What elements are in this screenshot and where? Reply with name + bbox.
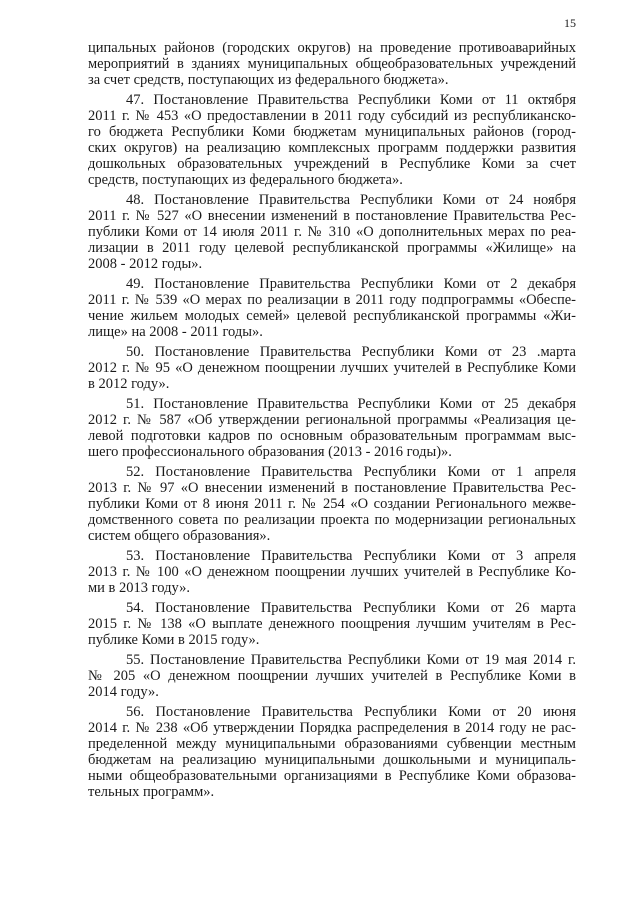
text-line: 51. Постановление Правительства Республики Коми от 25 декабря xyxy=(126,396,576,412)
text-line: бюджетам на реализацию муниципальными дошкольными и муниципаль- xyxy=(88,752,576,768)
text-line: шего профессионального образования (2013 - 2016 годы)». xyxy=(88,444,452,460)
text-line: 2015 г. № 138 «О выплате денежного поощрения лучшим учителям в Рес- xyxy=(88,616,576,632)
text-line: № 205 «О денежном поощрении лучших учителей в Республике Коми в xyxy=(88,668,576,684)
list-item-47 xyxy=(88,92,576,188)
text-line: 2014 году». xyxy=(88,684,159,700)
text-line: пределенной между муниципальными образованиями субвенции местным xyxy=(88,736,576,752)
text-line: 49. Постановление Правительства Республики Коми от 2 декабря xyxy=(126,276,576,292)
paragraph-continuation xyxy=(88,40,576,88)
list-item-48 xyxy=(88,192,576,272)
text-line: 2013 г. № 97 «О внесении изменений в постановление Правительства Рес- xyxy=(88,480,576,496)
list-item-55 xyxy=(88,652,576,700)
text-line: ми в 2013 году». xyxy=(88,580,190,596)
list-item-52 xyxy=(88,464,576,544)
text-line: тельных программ». xyxy=(88,784,215,800)
text-line: дошкольных образовательных учреждений в Республике Коми за счет xyxy=(88,156,576,172)
text-line: 2013 г. № 100 «О денежном поощрении лучших учителей в Республике Ко- xyxy=(88,564,576,580)
text-line: систем общего образования». xyxy=(88,528,271,544)
text-line: 52. Постановление Правительства Республики Коми от 1 апреля xyxy=(126,464,576,480)
text-line: 2012 г. № 95 «О денежном поощрении лучших учителей в Республике Коми xyxy=(88,360,576,376)
text-line: ными общеобразовательными организациями в Республике Коми образова- xyxy=(88,768,576,784)
text-line: лизации в 2011 году целевой республиканской программы «Жилище» на xyxy=(88,240,576,256)
text-line: 48. Постановление Правительства Республики Коми от 24 ноября xyxy=(126,192,576,208)
list-item-54 xyxy=(88,600,576,648)
text-line: 2008 - 2012 годы». xyxy=(88,256,203,272)
text-line: 2011 г. № 453 «О предоставлении в 2011 году субсидий из республиканско- xyxy=(88,108,576,124)
text-line: ских округов) на реализацию комплексных программ поддержки развития xyxy=(88,140,576,156)
text-line: 2014 г. № 238 «Об утверждении Порядка распределения в 2014 году не рас- xyxy=(88,720,576,736)
text-line: левой подготовки кадров по основным образовательным программам выс- xyxy=(88,428,576,444)
document-body xyxy=(88,40,576,804)
text-line: го бюджета Республики Коми бюджетам муниципальных районов (город- xyxy=(88,124,576,140)
text-line: 47. Постановление Правительства Республики Коми от 11 октября xyxy=(126,92,576,108)
list-item-49 xyxy=(88,276,576,340)
text-line: в 2012 году». xyxy=(88,376,170,392)
list-item-51 xyxy=(88,396,576,460)
text-line: 55. Постановление Правительства Республики Коми от 19 мая 2014 г. xyxy=(126,652,576,668)
text-line: 54. Постановление Правительства Республики Коми от 26 марта xyxy=(126,600,576,616)
text-line: за счет средств, поступающих из федерального бюджета». xyxy=(88,72,449,88)
text-line: 50. Постановление Правительства Республики Коми от 23 .марта xyxy=(126,344,576,360)
text-line: публики Коми от 14 июля 2011 г. № 310 «О дополнительных мерах по реа- xyxy=(88,224,576,240)
text-line: ципальных районов (городских округов) на проведение противоаварийных xyxy=(88,40,576,56)
text-line: мероприятий в зданиях муниципальных общеобразовательных учреждений xyxy=(88,56,576,72)
text-line: средств, поступающих из федерального бюджета». xyxy=(88,172,403,188)
text-line: публике Коми в 2015 году». xyxy=(88,632,260,648)
text-line: 53. Постановление Правительства Республики Коми от 3 апреля xyxy=(126,548,576,564)
text-line: чение жильем молодых семей» целевой республиканской программы «Жи- xyxy=(88,308,576,324)
page-number: 15 xyxy=(564,16,576,30)
list-item-53 xyxy=(88,548,576,596)
list-item-56 xyxy=(88,704,576,800)
text-line: 56. Постановление Правительства Республики Коми от 20 июня xyxy=(126,704,576,720)
text-line: лище» на 2008 - 2011 годы». xyxy=(88,324,263,340)
text-line: 2011 г. № 539 «О мерах по реализации в 2011 году подпрограммы «Обеспе- xyxy=(88,292,576,308)
list-item-50 xyxy=(88,344,576,392)
text-line: публики Коми от 8 июня 2011 г. № 254 «О создании Регионального межве- xyxy=(88,496,576,512)
text-line: домственного совета по реализации проекта по модернизации региональных xyxy=(88,512,576,528)
text-line: 2011 г. № 527 «О внесении изменений в постановление Правительства Рес- xyxy=(88,208,576,224)
text-line: 2012 г. № 587 «Об утверждении региональной программы «Реализация це- xyxy=(88,412,576,428)
